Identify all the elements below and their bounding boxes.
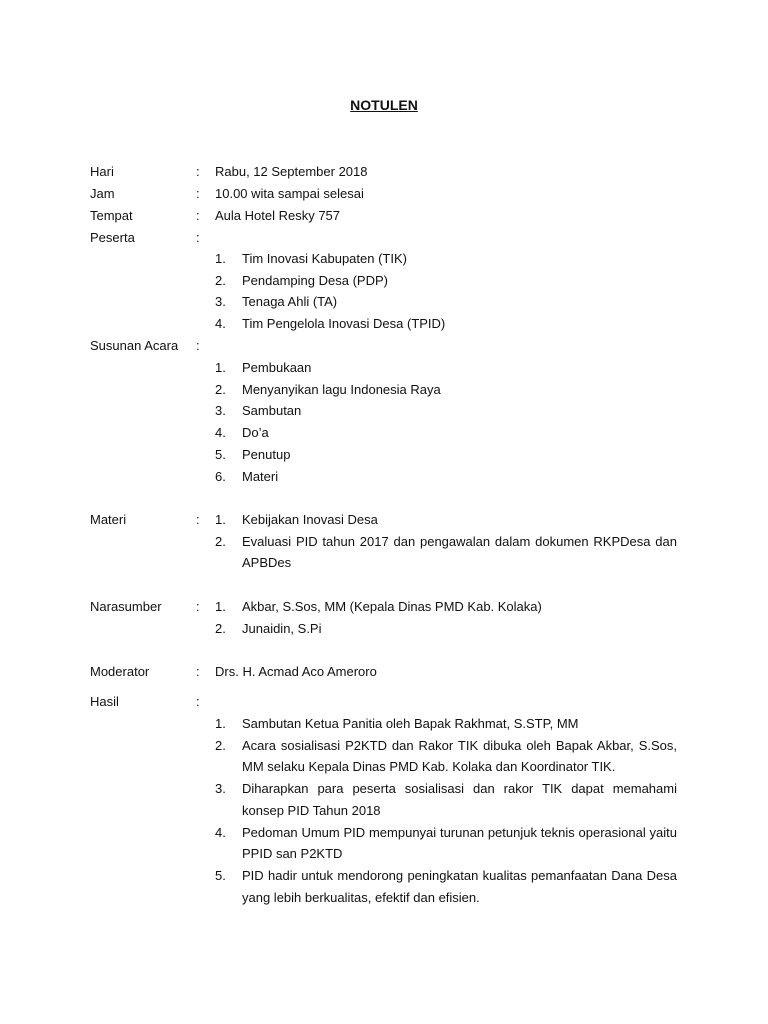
materi-list xyxy=(215,509,677,574)
field-colon: : xyxy=(196,208,200,223)
list-number: 2. xyxy=(215,381,226,397)
list-item xyxy=(215,291,677,313)
list-text: Junaidin, S.Pi xyxy=(242,620,322,636)
list-number: 3. xyxy=(215,294,226,310)
list-text: Tim Pengelola Inovasi Desa (TPID) xyxy=(242,316,446,332)
hasil-list xyxy=(215,713,677,908)
field-label: Tempat xyxy=(90,208,133,223)
list-text: Sambutan xyxy=(242,403,302,419)
list-item xyxy=(215,313,677,335)
field-value: Drs. H. Acmad Aco Ameroro xyxy=(215,664,377,679)
field-label: Materi xyxy=(90,512,127,527)
list-number: 2. xyxy=(215,533,226,549)
list-text: Tenaga Ahli (TA) xyxy=(242,294,338,310)
field-label: Susunan Acara xyxy=(90,338,179,353)
list-number: 2. xyxy=(215,272,226,288)
list-text: Sambutan Ketua Panitia oleh Bapak Rakhmat, S.STP, MM xyxy=(242,716,579,731)
field-colon: : xyxy=(196,694,200,709)
field-colon: : xyxy=(196,664,200,679)
list-text: Evaluasi PID tahun 2017 dan pengawalan dalam dokumen RKPDesa dan APBDes xyxy=(242,533,677,571)
list-item xyxy=(215,357,677,379)
peserta-list xyxy=(215,248,677,335)
list-text: Akbar, S.Sos, MM (Kepala Dinas PMD Kab. Kolaka) xyxy=(242,599,542,614)
susunan-acara-list xyxy=(215,357,677,487)
field-value: Rabu, 12 September 2018 xyxy=(215,164,368,179)
list-number: 1. xyxy=(215,512,226,527)
field-moderator xyxy=(90,661,690,683)
list-text: Pembukaan xyxy=(242,360,312,375)
list-item xyxy=(215,379,677,401)
field-colon: : xyxy=(196,230,200,245)
field-label: Moderator xyxy=(90,664,150,679)
list-number: 5. xyxy=(215,446,226,462)
field-label: Peserta xyxy=(90,230,135,245)
field-hari xyxy=(90,161,690,183)
list-item xyxy=(215,713,677,735)
list-item xyxy=(215,865,677,908)
list-item xyxy=(215,735,677,778)
list-text: Acara sosialisasi P2KTD dan Rakor TIK dibuka oleh Bapak Akbar, S.Sos, MM selaku Kepala Dinas PMD Kab. Kolaka dan Koordinator TIK. xyxy=(242,737,677,775)
field-peserta xyxy=(90,227,690,249)
list-item xyxy=(215,596,677,618)
field-susunan-acara xyxy=(90,335,690,357)
list-text: Pendamping Desa (PDP) xyxy=(242,272,388,288)
field-colon: : xyxy=(196,512,200,527)
list-item xyxy=(215,531,677,574)
list-item xyxy=(215,778,677,821)
field-value: 10.00 wita sampai selesai xyxy=(215,186,364,201)
field-colon: : xyxy=(196,599,200,614)
list-item xyxy=(215,466,677,488)
list-text: Do’a xyxy=(242,425,269,441)
list-text: Tim Inovasi Kabupaten (TIK) xyxy=(242,251,407,266)
list-number: 2. xyxy=(215,737,226,753)
list-number: 1. xyxy=(215,251,226,266)
list-item xyxy=(215,400,677,422)
field-label: Jam xyxy=(90,186,115,201)
list-number: 3. xyxy=(215,403,226,419)
list-text: Diharapkan para peserta sosialisasi dan rakor TIK dapat memahami konsep PID Tahun 2018 xyxy=(242,781,677,818)
field-value: Aula Hotel Resky 757 xyxy=(215,208,341,223)
list-number: 1. xyxy=(215,360,226,375)
field-label: Hasil xyxy=(90,694,119,709)
list-item xyxy=(215,509,677,531)
narasumber-list xyxy=(215,596,677,639)
list-item xyxy=(215,422,677,444)
list-number: 1. xyxy=(215,599,226,614)
list-text: Pedoman Umum PID mempunyai turunan petunjuk teknis operasional yaitu PPID san P2KTD xyxy=(242,824,677,862)
field-label: Narasumber xyxy=(90,599,162,614)
list-item xyxy=(215,248,677,270)
list-text: Kebijakan Inovasi Desa xyxy=(242,512,378,527)
list-text: Menyanyikan lagu Indonesia Raya xyxy=(242,381,441,397)
field-label: Hari xyxy=(90,164,114,179)
list-number: 5. xyxy=(215,867,226,883)
list-number: 6. xyxy=(215,468,226,484)
field-colon: : xyxy=(196,338,200,353)
list-item xyxy=(215,822,677,865)
list-number: 1. xyxy=(215,716,226,731)
list-number: 2. xyxy=(215,620,226,636)
field-jam xyxy=(90,183,690,205)
field-hasil xyxy=(90,691,690,713)
list-number: 4. xyxy=(215,316,226,332)
list-text: Penutup xyxy=(242,446,291,462)
list-item xyxy=(215,618,677,640)
document-title: NOTULEN xyxy=(350,97,418,113)
list-number: 3. xyxy=(215,781,226,797)
list-item xyxy=(215,270,677,292)
field-colon: : xyxy=(196,164,200,179)
list-text: Materi xyxy=(242,468,279,484)
list-item xyxy=(215,444,677,466)
list-text: PID hadir untuk mendorong peningkatan kualitas pemanfaatan Dana Desa yang lebih berkualitas, efektif dan efisien. xyxy=(242,867,677,905)
list-number: 4. xyxy=(215,425,226,441)
list-number: 4. xyxy=(215,824,226,840)
field-colon: : xyxy=(196,186,200,201)
field-tempat xyxy=(90,205,690,227)
